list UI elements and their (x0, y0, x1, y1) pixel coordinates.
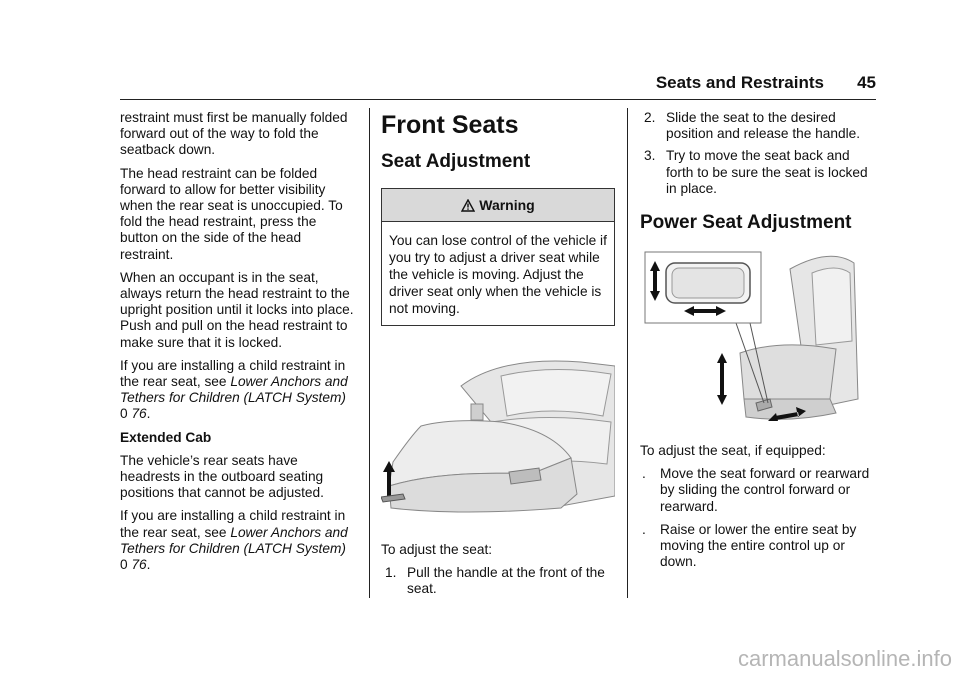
list-item (381, 565, 615, 597)
paragraph-text: If you are installing a child restraint in the rear seat, see (120, 508, 346, 540)
paragraph: To adjust the seat: (381, 542, 493, 557)
column-right (640, 110, 880, 577)
page-ref-symbol: 0 (120, 557, 128, 573)
page-header (120, 69, 876, 100)
steps-list (381, 565, 615, 597)
list-item (640, 466, 880, 515)
steps-list (640, 110, 880, 197)
watermark: carmanualsonline.info (737, 646, 952, 671)
warning-triangle-icon (461, 199, 475, 212)
bullets-list (640, 466, 880, 570)
step-text: Try to move the seat back and forth to be sure the seat is locked in place. (666, 148, 868, 196)
list-item (640, 522, 880, 571)
paragraph: The head restraint can be folded forward to allow for better visibility when the rear seat is unoccupied. To fold the head restraint, press the button on the side of the head restraint. (120, 165, 343, 262)
column-divider (627, 108, 628, 598)
section-title: Seats and Restraints (655, 73, 824, 92)
power-seat-illustration (640, 249, 870, 429)
list-item (640, 148, 880, 197)
bullet-text: Raise or lower the entire seat by moving the entire control up or down. (660, 521, 857, 570)
cross-reference-link[interactable]: Lower Anchors and Tethers for Children (LATCH System) (120, 374, 348, 406)
paragraph-end: . (146, 557, 151, 573)
column-left (120, 110, 356, 580)
bullet-marker: . (642, 466, 646, 482)
step-text: Slide the seat to the desired position and release the handle. (666, 110, 861, 142)
bullet-marker: . (642, 521, 646, 537)
column-middle (381, 110, 615, 604)
subheading: Extended Cab (120, 429, 212, 445)
paragraph: The vehicle’s rear seats have headrests in the outboard seating positions that cannot be adjusted. (120, 452, 324, 501)
step-number: 1. (385, 565, 397, 581)
bullet-text: Move the seat forward or rearward by sliding the control forward or rearward. (660, 466, 870, 514)
cross-reference-link[interactable]: Lower Anchors and Tethers for Children (LATCH System) (120, 524, 348, 556)
paragraph: restraint must first be manually folded forward out of the way to fold the seatback down. (120, 110, 348, 158)
page-ref-number[interactable]: 76 (131, 406, 147, 422)
heading-seat-adjustment: Seat Adjustment (381, 151, 531, 172)
warning-header (382, 189, 614, 222)
warning-box (381, 188, 615, 326)
page-number: 45 (857, 73, 876, 92)
paragraph: To adjust the seat, if equipped: (640, 443, 826, 459)
paragraph: When an occupant is in the seat, always return the head restraint to the upright position until it locks into place. Push and pull on the head restraint to make sure that it is locked. (120, 269, 354, 350)
warning-title: Warning (479, 196, 535, 213)
warning-body: You can lose control of the vehicle if you try to adjust a driver seat while the vehicle is moving. Adjust the driver seat only when the vehicle is not moving. (389, 233, 607, 316)
manual-seat-illustration (381, 346, 615, 526)
heading-power-seat-adjustment: Power Seat Adjustment (640, 212, 852, 234)
paragraph (120, 508, 356, 573)
column-divider (369, 108, 370, 598)
paragraph-end: . (146, 406, 151, 422)
step-number: 3. (644, 148, 656, 164)
step-text: Pull the handle at the front of the seat. (407, 565, 605, 597)
page-ref-number[interactable]: 76 (131, 557, 147, 573)
step-number: 2. (644, 110, 656, 125)
list-item (640, 110, 880, 142)
page-ref-symbol: 0 (120, 406, 128, 422)
paragraph-text: If you are installing a child restraint in the rear seat, see (120, 357, 346, 390)
heading-front-seats: Front Seats (381, 111, 519, 139)
paragraph (120, 358, 356, 423)
